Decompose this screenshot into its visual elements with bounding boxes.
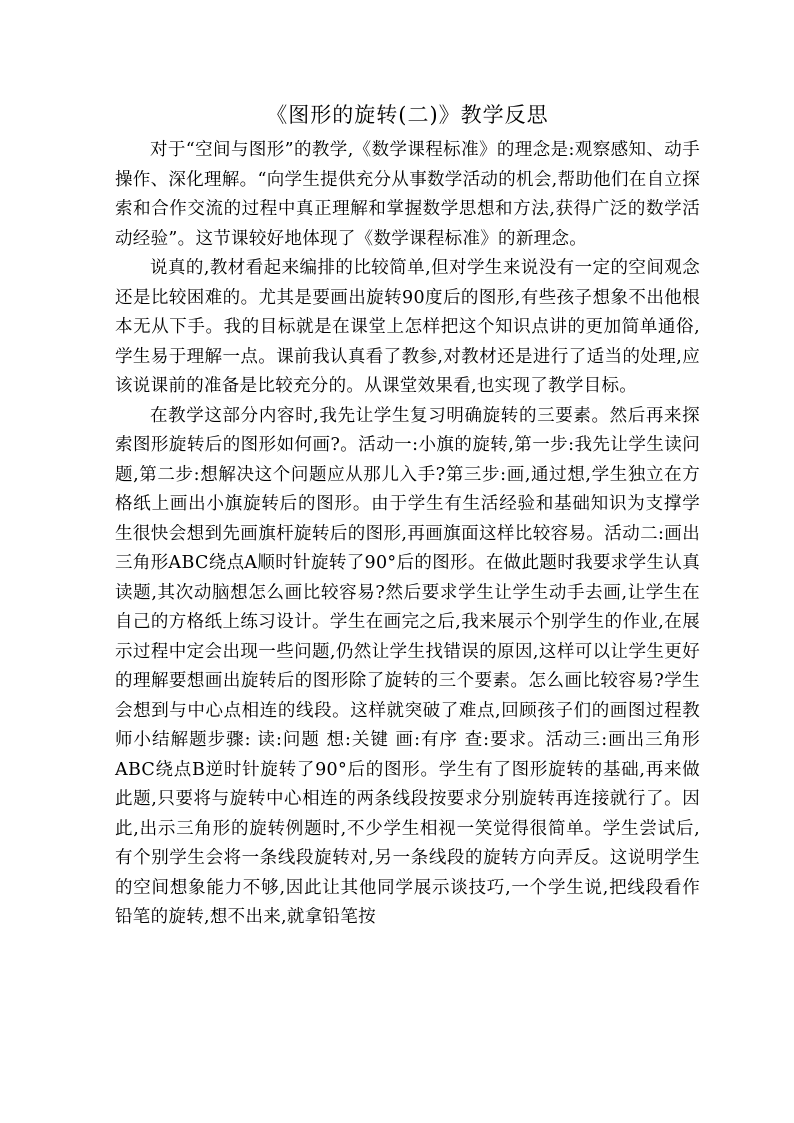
paragraph-1: 对于“空间与图形”的教学,《数学课程标准》的理念是:观察感知、动手操作、深化理解。“向学生提供充分从事数学活动的机会,帮助他们在自立探索和合作交流的过程中真正理解和掌握数学思想和方法,获得广泛的数学活动经验”。这节课较好地体现了《数学课程标准》的新理念。 [115,140,700,249]
document-page [115,98,700,933]
paragraph-3: 在教学这部分内容时,我先让学生复习明确旋转的三要素。然后再来探索图形旋转后的图形如何画?。活动一:小旗的旋转,第一步:我先让学生读问题,第二步:想解决这个问题应从那儿入手?第三步:画,通过想,学生独立在方格纸上画出小旗旋转后的图形。由于学生有生活经验和基础知识为支撑学生很快会想到先画旗杆旋转后的图形,再画旗面这样比较容易。活动二:画出三角形ABC绕点A顺时针旋转了90°后的图形。在做此题时我要求学生认真读题,其次动脑想怎么画比较容易?然后要求学生让学生动手去画,让学生在自己的方格纸上练习设计。学生在画完之后,我来展示个别学生的作业,在展示过程中定会出现一些问题,仍然让学生找错误的原因,这样可以让学生更好的理解要想画出旋转后的图形除了旋转的三个要素。怎么画比较容易?学生会想到与中心点相连的线段。这样就突破了难点,回顾孩子们的画图过程教师小结解题步骤: 读:问题 想:关键 画:有序 查:要求。活动三:画出三角形ABC绕点B逆时针旋转了90°后的图形。学生有了图形旋转的基础,再来做此题,只要将与旋转中心相连的两条线段按要求分别旋转再连接就行了。因此,出示三角形的旋转例题时,不少学生相视一笑觉得很简单。学生尝试后,有个别学生会将一条线段旋转对,另一条线段的旋转方向弄反。这说明学生的空间想象能力不够,因此让其他同学展示谈技巧,一个学生说,把线段看作铅笔的旋转,想不出来,就拿铅笔按 [115,405,700,927]
document-title: 《图形的旋转(二)》教学反思 [266,103,549,127]
paragraph-2: 说真的,教材看起来编排的比较简单,但对学生来说没有一定的空间观念还是比较困难的。尤其是要画出旋转90度后的图形,有些孩子想象不出他根本无从下手。我的目标就是在课堂上怎样把这个知识点讲的更加简单通俗,学生易于理解一点。课前我认真看了教参,对教材还是进行了适当的处理,应该说课前的准备是比较充分的。从课堂效果看,也实现了教学目标。 [115,258,700,396]
